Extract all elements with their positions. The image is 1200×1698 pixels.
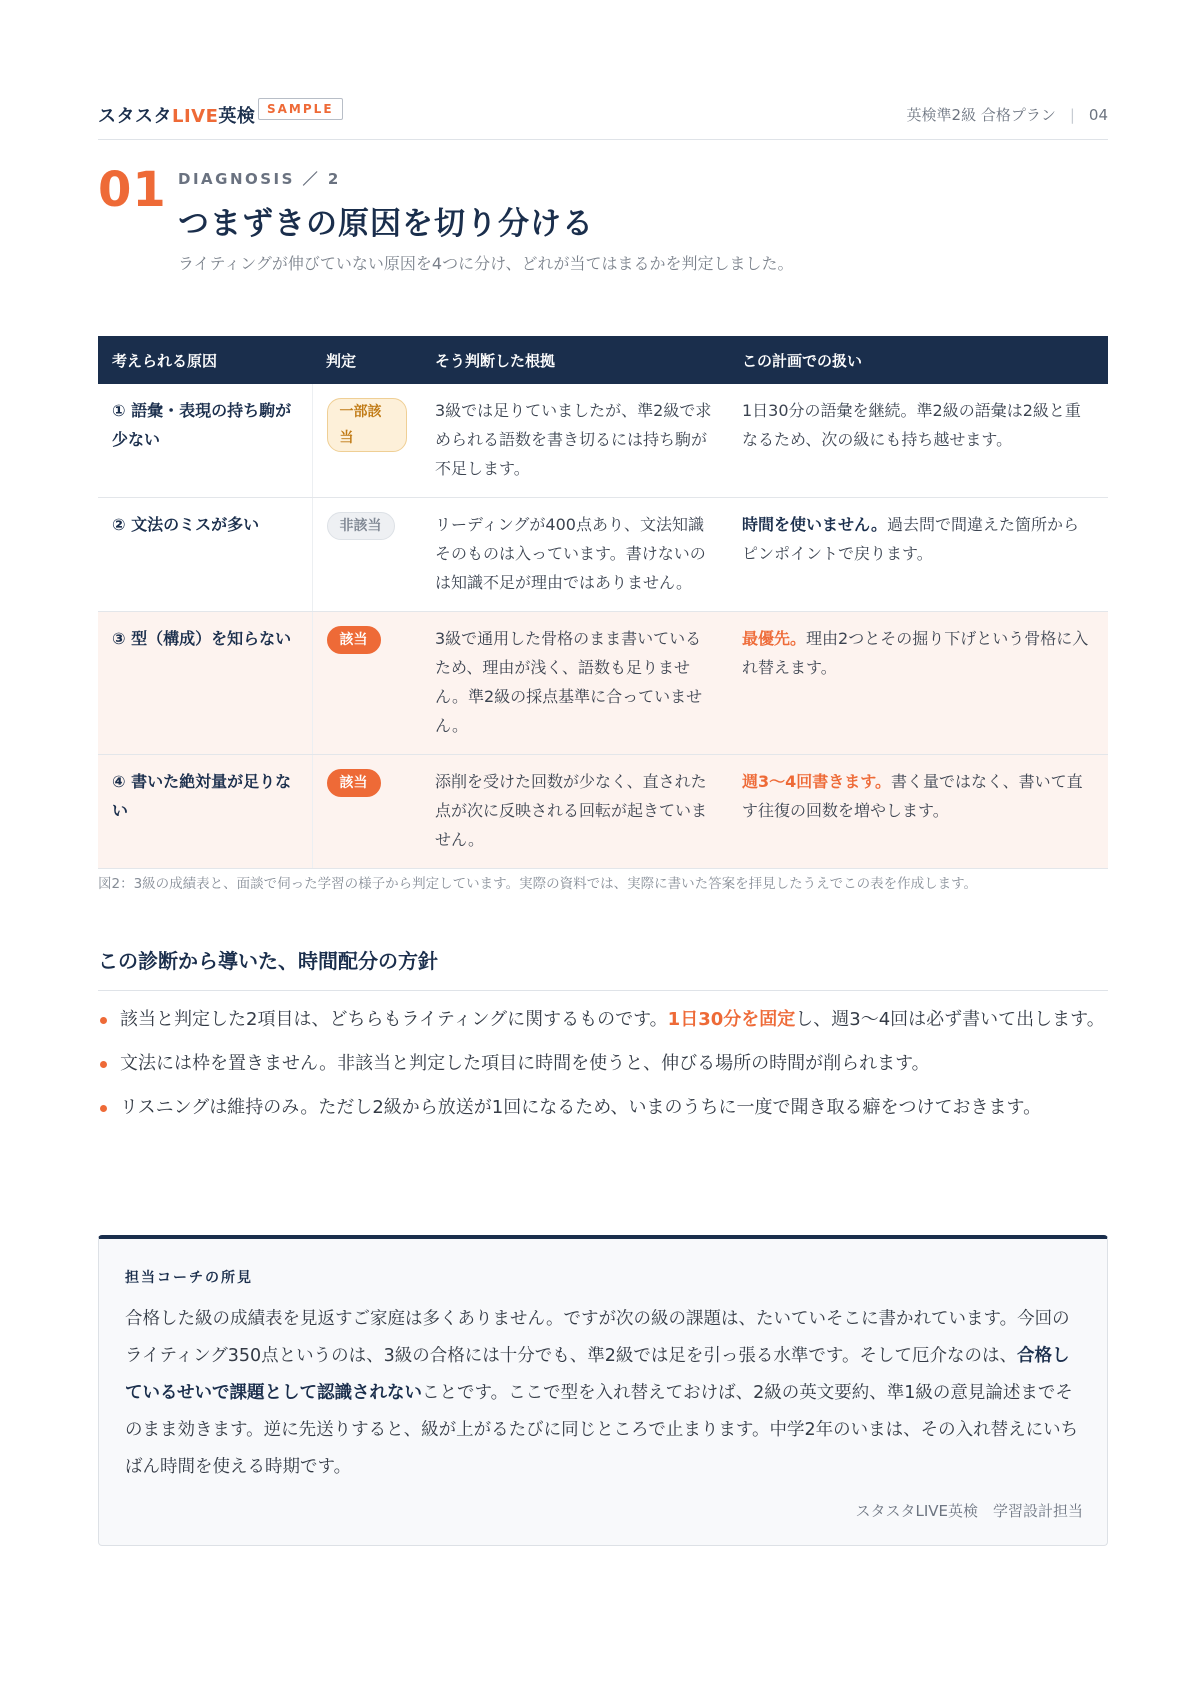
cause-cell: ③ 型（構成）を知らない [98,612,312,755]
plan-emphasis: 時間を使いません。 [742,515,887,534]
verdict-cell [312,612,421,755]
table-row [98,612,1108,755]
bullet-text: リスニングは維持のみ。ただし2級から放送が1回になるため、いまのうちに一度で聞き取る癖をつけておきます。 [120,1097,1042,1118]
plan-emphasis: 最優先。 [742,629,807,648]
plan-cell [728,498,1108,612]
coach-note-box [98,1235,1108,1546]
table-row [98,498,1108,612]
top-bar [98,96,1108,140]
brand-name-post: 英検 [218,106,256,127]
table-header-row [98,336,1108,384]
table-row [98,384,1108,498]
plan-text: 書く量ではなく、書いて直す往復の回数を増やします。 [742,772,1083,820]
verdict-cell [312,498,421,612]
bullet-emphasis: 1日30分を固定 [667,1009,796,1030]
table-row [98,755,1108,869]
col-header-cause: 考えられる原因 [98,336,312,384]
reason-cell: リーディングが400点あり、文法知識そのものは入っています。書けないのは知識不足が理由ではありません。 [421,498,728,612]
policy-heading: この診断から導いた、時間配分の方針 [98,945,1108,991]
cause-cell: ② 文法のミスが多い [98,498,312,612]
reason-cell: 3級で通用した骨格のまま書いているため、理由が浅く、語数も足りません。準2級の採点基準に合っていません。 [421,612,728,755]
plan-text: 理由2つとその掘り下げという骨格に入れ替えます。 [742,629,1089,677]
verdict-badge: 該当 [327,769,381,797]
brand-name-pre: スタスタ [98,106,172,127]
bullet-dot-icon [100,1105,107,1112]
coach-text: 合格した級の成績表を見返すご家庭は多くありません。ですが次の級の課題は、たいていそこに書かれています。今回のライティング350点というのは、3級の合格には十分でも、準2級では足を引っ張る水準です。そして厄介なのは、 [125,1309,1070,1366]
section-number: 01 [98,162,167,218]
bullet-dot-icon [100,1061,107,1068]
verdict-badge: 該当 [327,626,381,654]
plan-name: 英検準2級 合格プラン [906,106,1056,124]
plan-divider: | [1069,106,1075,124]
verdict-cell [312,384,421,498]
plan-cell [728,384,1108,498]
plan-info [907,104,1108,125]
bullet-dot-icon [100,1017,107,1024]
list-item [98,1001,1108,1038]
plan-emphasis: 週3〜4回書きます。 [742,772,891,791]
plan-text: 1日30分の語彙を継続。準2級の語彙は2級と重なるため、次の級にも持ち越せます。 [742,401,1081,449]
coach-signature: スタスタLIVE英検 学習設計担当 [855,1502,1083,1520]
section-lead: ライティングが伸びていない原因を4つに分け、どれが当てはまるかを判定しました。 [178,254,794,273]
plan-cell [728,755,1108,869]
col-header-plan: この計画での扱い [728,336,1108,384]
sample-badge: SAMPLE [258,98,343,120]
verdict-cell [312,755,421,869]
section-eyebrow: DIAGNOSIS ／ 2 [178,170,341,188]
page-number: 04 [1088,106,1108,124]
coach-text: ことです。ここで型を入れ替えておけば、2級の英文要約、準1級の意見論述までそのまま効きます。逆に先送りすると、級が上がるたびに同じところで止まります。中学2年のいまは、その入れ替えにいちばん時間を使える時期です。 [125,1383,1079,1477]
reason-cell: 添削を受けた回数が少なく、直された点が次に反映される回転が起きていません。 [421,755,728,869]
bullet-text: 該当と判定した2項目は、どちらもライティングに関するものです。 [120,1009,668,1030]
bullet-text: 文法には枠を置きません。非該当と判定した項目に時間を使うと、伸びる場所の時間が削られます。 [120,1053,930,1074]
col-header-verdict: 判定 [312,336,421,384]
diagnosis-table [98,336,1108,869]
coach-note-label: 担当コーチの所見 [125,1270,253,1286]
table-caption: 図2：3級の成績表と、面談で伺った学習の様子から判定しています。実際の資料では、実際に書いた答案を拝見したうえでこの表を作成します。 [98,876,978,892]
brand-name-live: LIVE [172,106,219,127]
list-item [98,1089,1108,1126]
list-item [98,1045,1108,1082]
plan-text: 過去問で間違えた箇所からピンポイントで戻ります。 [742,515,1079,563]
brand-logo [98,102,255,128]
section-title: つまずきの原因を切り分ける [178,206,594,242]
coach-note-body [125,1301,1085,1486]
verdict-badge: 非該当 [327,512,395,540]
cause-cell: ① 語彙・表現の持ち駒が少ない [98,384,312,498]
cause-cell: ④ 書いた絶対量が足りない [98,755,312,869]
page [98,0,1108,1698]
col-header-reason: そう判断した根拠 [421,336,728,384]
coach-emphasis: 合格しているせいで課題として認識されない [125,1346,1070,1403]
policy-list [98,1001,1108,1133]
bullet-text: し、週3〜4回は必ず書いて出します。 [795,1009,1105,1030]
verdict-badge: 一部該当 [327,398,408,452]
plan-cell [728,612,1108,755]
reason-cell: 3級では足りていましたが、準2級で求められる語数を書き切るには持ち駒が不足します。 [421,384,728,498]
